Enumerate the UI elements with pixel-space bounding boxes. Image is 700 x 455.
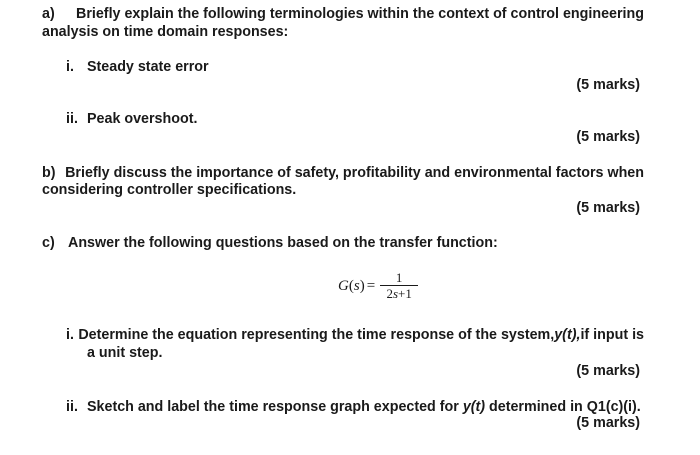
question-b-text-line1: Briefly discuss the importance of safety, profitability and environmental factors when	[65, 165, 644, 181]
question-a-item-1	[66, 58, 209, 76]
transfer-function-equation	[338, 270, 418, 302]
equation-numerator: 1	[395, 270, 403, 285]
question-c-text: Answer the following questions based on the transfer function:	[68, 235, 498, 251]
item-text-line1: Determine the equation representing the time response of the system, y(t), if input is	[78, 327, 644, 343]
marks-c-i: (5 marks)	[576, 363, 640, 379]
equation-denominator: 2s+1	[386, 286, 412, 301]
question-a-text-line1: Briefly explain the following terminologies within the context of control engineering	[76, 6, 644, 22]
function-y-of-t: y(t)	[462, 399, 486, 415]
item-number: i.	[66, 327, 74, 343]
question-c-item-2: ii. Sketch and label the time response graph expected for y(t) determined in Q1(c)(i).	[66, 399, 641, 415]
marks-a-i: (5 marks)	[576, 77, 640, 93]
question-c-item-1-line1	[66, 326, 644, 344]
question-a-text-line2: analysis on time domain responses:	[42, 24, 289, 40]
function-y-of-t: y(t),	[554, 327, 581, 343]
item-text: Steady state error	[87, 59, 209, 75]
item-number: ii.	[66, 399, 78, 415]
question-a-line1	[42, 5, 644, 23]
question-c-item-1-line2: a unit step.	[87, 345, 163, 361]
equation-equals: =	[366, 277, 376, 294]
question-c-line	[42, 234, 498, 252]
item-number: i.	[66, 59, 74, 75]
question-a-label: a)	[42, 6, 55, 22]
marks-a-ii: (5 marks)	[576, 129, 640, 145]
marks-b: (5 marks)	[576, 200, 640, 216]
item-number: ii.	[66, 111, 78, 127]
equation-fraction	[380, 270, 418, 302]
question-b-text-line2: considering controller specifications.	[42, 182, 297, 198]
question-c-label: c)	[42, 235, 55, 251]
equation-lhs: G(s)	[338, 277, 365, 294]
item-text: Peak overshoot.	[87, 111, 198, 127]
marks-c-ii: (5 marks)	[576, 415, 640, 431]
question-a-item-2	[66, 110, 197, 128]
question-b-line1	[42, 164, 644, 182]
question-b-label: b)	[42, 165, 56, 181]
